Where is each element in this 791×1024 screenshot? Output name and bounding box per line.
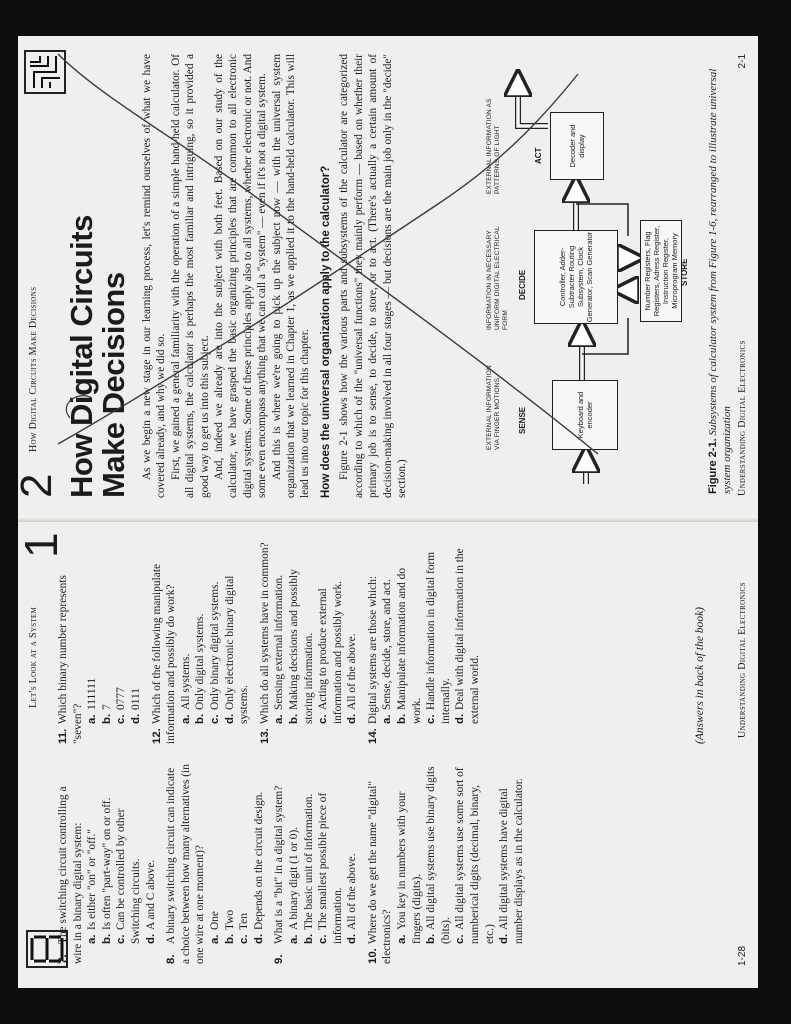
question-stem xyxy=(366,539,381,744)
answer-option xyxy=(272,539,287,744)
question-number: 8. xyxy=(165,954,178,964)
chapter-title xyxy=(66,58,130,498)
option-letter: c. xyxy=(317,714,330,724)
answer-option xyxy=(129,539,144,744)
option-text: You key in numbers with your fingers (digits). xyxy=(396,791,423,944)
right-page xyxy=(12,36,758,514)
answer-option xyxy=(395,764,424,964)
option-letter: d. xyxy=(346,713,359,724)
box-controller: Controller, Adder-Subtracter Routing Subsystem, Clock Generator, Scan Generator xyxy=(534,230,618,324)
option-letter: c. xyxy=(208,714,221,724)
answer-option xyxy=(223,539,252,744)
option-letter: a. xyxy=(396,934,409,944)
option-text: A and C above. xyxy=(144,859,157,930)
option-letter: a. xyxy=(86,934,99,944)
option-letter: b. xyxy=(100,933,113,944)
option-letter: d. xyxy=(223,713,236,724)
option-text: All digital systems have digital number displays as in the calculator. xyxy=(498,778,525,944)
paragraph-2: First, we gained a general familiarity with the operation of a simple hand-held calculator. Of all digital systems, the calculator is perhaps the most familiar and intriguing, so it provided a good way to get us into this subject. xyxy=(169,54,211,498)
option-text: Sensing external information. xyxy=(273,574,286,710)
option-letter: c. xyxy=(115,714,128,724)
question-stem xyxy=(150,539,179,744)
answer-option xyxy=(316,539,345,744)
circuit-logo xyxy=(24,50,66,94)
question-number: 13. xyxy=(258,728,271,744)
stage-act: ACT xyxy=(534,147,543,164)
page-number-left: 1-28 xyxy=(737,945,748,966)
option-letter: c. xyxy=(425,714,438,724)
option-text: 111111 xyxy=(86,677,99,710)
answer-option xyxy=(287,539,316,744)
option-letter: b. xyxy=(100,713,113,724)
option-letter: a. xyxy=(381,714,394,724)
quiz-question xyxy=(164,764,266,964)
answer-option xyxy=(424,764,453,964)
option-text: 0111 xyxy=(129,688,142,710)
question-text: Which binary number represents "seven"? xyxy=(57,575,84,744)
option-text: All of the above. xyxy=(346,853,359,930)
box-decoder-display: Decoder and display xyxy=(550,112,604,180)
answer-option xyxy=(345,764,360,964)
option-letter: d. xyxy=(144,933,157,944)
quiz-question xyxy=(272,764,360,964)
option-text: Two xyxy=(223,909,236,930)
stage-sense: SENSE xyxy=(518,406,527,434)
option-letter: c. xyxy=(317,934,330,944)
chapter-title-line-1: How Digital Circuits xyxy=(64,215,99,498)
running-head-left: Let's Look at a System xyxy=(28,606,39,708)
page-number-right: 2-1 xyxy=(737,54,748,69)
option-letter: d. xyxy=(498,933,511,944)
question-text: Which of the following manipulate information and possibly do work? xyxy=(150,563,178,744)
answer-option xyxy=(345,539,360,744)
quiz-question xyxy=(366,539,483,744)
answer-option xyxy=(453,764,497,964)
question-number: 14. xyxy=(366,728,379,744)
box-store-registers: Number Registers, Flag Registers, Adress Register, Instruction Register, Microprogram Memory xyxy=(640,220,682,322)
option-letter: a. xyxy=(208,934,221,944)
option-letter: c. xyxy=(238,934,251,944)
answer-option xyxy=(85,539,100,744)
question-text: Where do we get the name "digital" electronics? xyxy=(366,780,394,964)
answer-option xyxy=(114,539,129,744)
option-text: Depends on the circuit design. xyxy=(252,791,265,930)
option-text: 7 xyxy=(100,704,113,710)
paragraph-1: As we begin a new stage in our learning process, let's remind ourselves of what we have covered already, and why we did so. xyxy=(141,54,168,498)
option-text: 0777 xyxy=(115,687,128,710)
option-letter: b. xyxy=(396,713,409,724)
answers-note: (Answers in back of the book) xyxy=(694,606,706,744)
option-letter: a. xyxy=(179,714,192,724)
answer-option xyxy=(237,764,252,964)
option-letter: b. xyxy=(194,713,207,724)
questions-column-1 xyxy=(56,764,532,964)
option-text: Handle information in digital form internally. xyxy=(425,551,452,724)
answer-option xyxy=(114,764,143,964)
option-letter: a. xyxy=(86,714,99,724)
paragraph-4: And this is where we're going to pick up the subject now — with the universal system organization that we learned in Chapter 1, as we applied it to the hand-held calculator. This will lead us into our topic for this chapter. xyxy=(270,54,312,498)
answer-option xyxy=(287,764,302,964)
answer-option xyxy=(100,764,115,964)
option-letter: a. xyxy=(287,934,300,944)
option-letter: c. xyxy=(115,934,128,944)
label-external-input: EXTERNAL INFORMATION VIA FINGER MOTIONS xyxy=(486,365,501,450)
option-letter: b. xyxy=(223,933,236,944)
box-keyboard-encoder: Keyboard and encoder xyxy=(552,380,618,450)
question-text: Digital systems are those which: xyxy=(366,575,379,724)
paragraph-3: And, indeed we already are into the subject with both feet. Based on our study of the calculator, we have grasped the basic organizing principles that are common to all electronic digital systems. Some of these principles apply also to all systems, whether electronic or not. And some even encompass anything that we can call a "system" — even if it's not a digital system. xyxy=(213,54,269,498)
answer-option xyxy=(144,764,159,964)
option-text: Deal with digital information in the external world. xyxy=(454,548,482,724)
option-letter: d. xyxy=(454,713,467,724)
question-text: A binary switching circuit can indicate a choice between how many alternatives (in one wire at one moment)? xyxy=(165,764,207,964)
question-stem xyxy=(56,764,85,964)
paragraph-5: Figure 2-1 shows how the various parts and subsystems of the calculator are categorized according to which of the "universal functions" they mainly perform — based on whether their primary job is to sense, to decide, to store, or to act. (There's actually a certain amount of decision-making involved in all four stages — but decisions are the main job only in the "decide" section.) xyxy=(338,54,408,498)
answer-option xyxy=(424,539,453,744)
option-text: Is often "part-way" on or off. xyxy=(100,797,113,930)
option-letter: d. xyxy=(346,933,359,944)
option-text: Sense, decide, store, and act. xyxy=(381,579,394,710)
quiz-question xyxy=(56,539,144,744)
answer-option xyxy=(223,764,238,964)
question-stem xyxy=(258,539,273,744)
option-text: Acting to produce external information and possibly work. xyxy=(317,580,344,724)
answer-option xyxy=(302,764,317,964)
question-number: 10. xyxy=(366,948,379,964)
option-letter: c. xyxy=(454,934,467,944)
footer-left: Understanding Digital Electronics xyxy=(737,582,748,738)
option-text: A binary digit (1 or 0). xyxy=(287,826,300,930)
stage-store: STORE xyxy=(680,258,689,286)
quiz-question xyxy=(258,539,360,744)
answer-option xyxy=(85,764,100,964)
answer-option xyxy=(100,539,115,744)
option-letter: b. xyxy=(425,933,438,944)
option-text: Can be controlled by other Switching circuits. xyxy=(115,808,142,944)
question-stem xyxy=(272,764,287,964)
option-text: Ten xyxy=(238,913,251,930)
answer-option xyxy=(497,764,526,964)
option-letter: d. xyxy=(129,713,142,724)
book-spread xyxy=(0,2,790,1022)
option-text: Manipulate information and do work. xyxy=(396,567,423,724)
question-text: The switching circuit controlling a wire in a binary digital system: xyxy=(57,786,84,964)
question-stem xyxy=(164,764,208,964)
option-text: One xyxy=(208,911,221,930)
option-text: All digital systems use binary digits (bits). xyxy=(425,766,452,944)
question-number: 12. xyxy=(150,728,163,744)
label-external-output: EXTERNAL INFORMATION AS PATTERNS OF LIGHT xyxy=(486,98,501,194)
option-letter: b. xyxy=(302,933,315,944)
answer-option xyxy=(395,539,424,744)
chapter-number-right: 2 xyxy=(12,473,61,498)
quiz-question xyxy=(150,539,252,744)
question-stem xyxy=(366,764,395,964)
quiz-question xyxy=(366,764,527,964)
option-text: Only electronic binary digital systems. xyxy=(223,575,251,724)
option-text: All of the above. xyxy=(346,633,359,710)
questions-column-2 xyxy=(56,539,489,744)
label-internal-form: INFORMATION IN NECESSARY UNIFORM DIGITAL ELECTRICAL FORM xyxy=(486,226,509,330)
chapter-body xyxy=(140,54,409,498)
answer-option xyxy=(252,764,267,964)
question-number: 7. xyxy=(57,954,69,964)
figure-caption xyxy=(706,54,734,494)
answer-option xyxy=(208,539,223,744)
question-number: 11. xyxy=(57,728,69,744)
caption-text: Subsystems of calculator system from Figure 1-6, rearranged to illustrate universal system organization xyxy=(707,68,733,494)
answer-option xyxy=(316,764,345,964)
stage-decide: DECIDE xyxy=(518,269,527,300)
option-letter: a. xyxy=(273,714,286,724)
option-text: Making decisions and possibly storing information. xyxy=(287,569,315,724)
figure-2-1-block-diagram xyxy=(478,54,688,494)
option-letter: b. xyxy=(287,713,300,724)
answer-option xyxy=(179,539,194,744)
caption-label: Figure 2-1. xyxy=(707,438,719,494)
chapter-number-left: 1 xyxy=(15,532,67,558)
option-text: Only digital systems. xyxy=(194,613,207,710)
chapter-title-line-2: Make Decisions xyxy=(96,272,131,498)
option-text: All systems. xyxy=(179,653,192,710)
answer-option xyxy=(193,539,208,744)
answer-option xyxy=(208,764,223,964)
option-text: All digital systems use some sort of numberical digits (decimal, binary, etc.) xyxy=(454,767,496,944)
option-text: Only binary digital systems. xyxy=(208,581,221,710)
question-stem xyxy=(56,539,85,744)
option-letter: d. xyxy=(252,933,265,944)
running-head-right: How Digital Circuits Make Decisions xyxy=(28,286,39,452)
question-text: Which do all systems have in common? xyxy=(258,542,271,724)
section-heading: How does the universal organization apply to the calculator? xyxy=(319,165,332,498)
question-text: What is a "bit" in a digital system? xyxy=(273,785,286,944)
quiz-question xyxy=(56,764,158,964)
question-number: 9. xyxy=(273,954,286,964)
option-text: The smallest possible piece of information. xyxy=(317,792,344,944)
footer-right: Understanding Digital Electronics xyxy=(737,340,748,496)
option-text: The basic unit of information. xyxy=(302,793,315,930)
answer-option xyxy=(453,539,482,744)
answer-option xyxy=(380,539,395,744)
circuit-traces-icon xyxy=(26,52,64,92)
left-page xyxy=(15,517,758,988)
option-text: Is either "on" or "off." xyxy=(86,829,99,930)
